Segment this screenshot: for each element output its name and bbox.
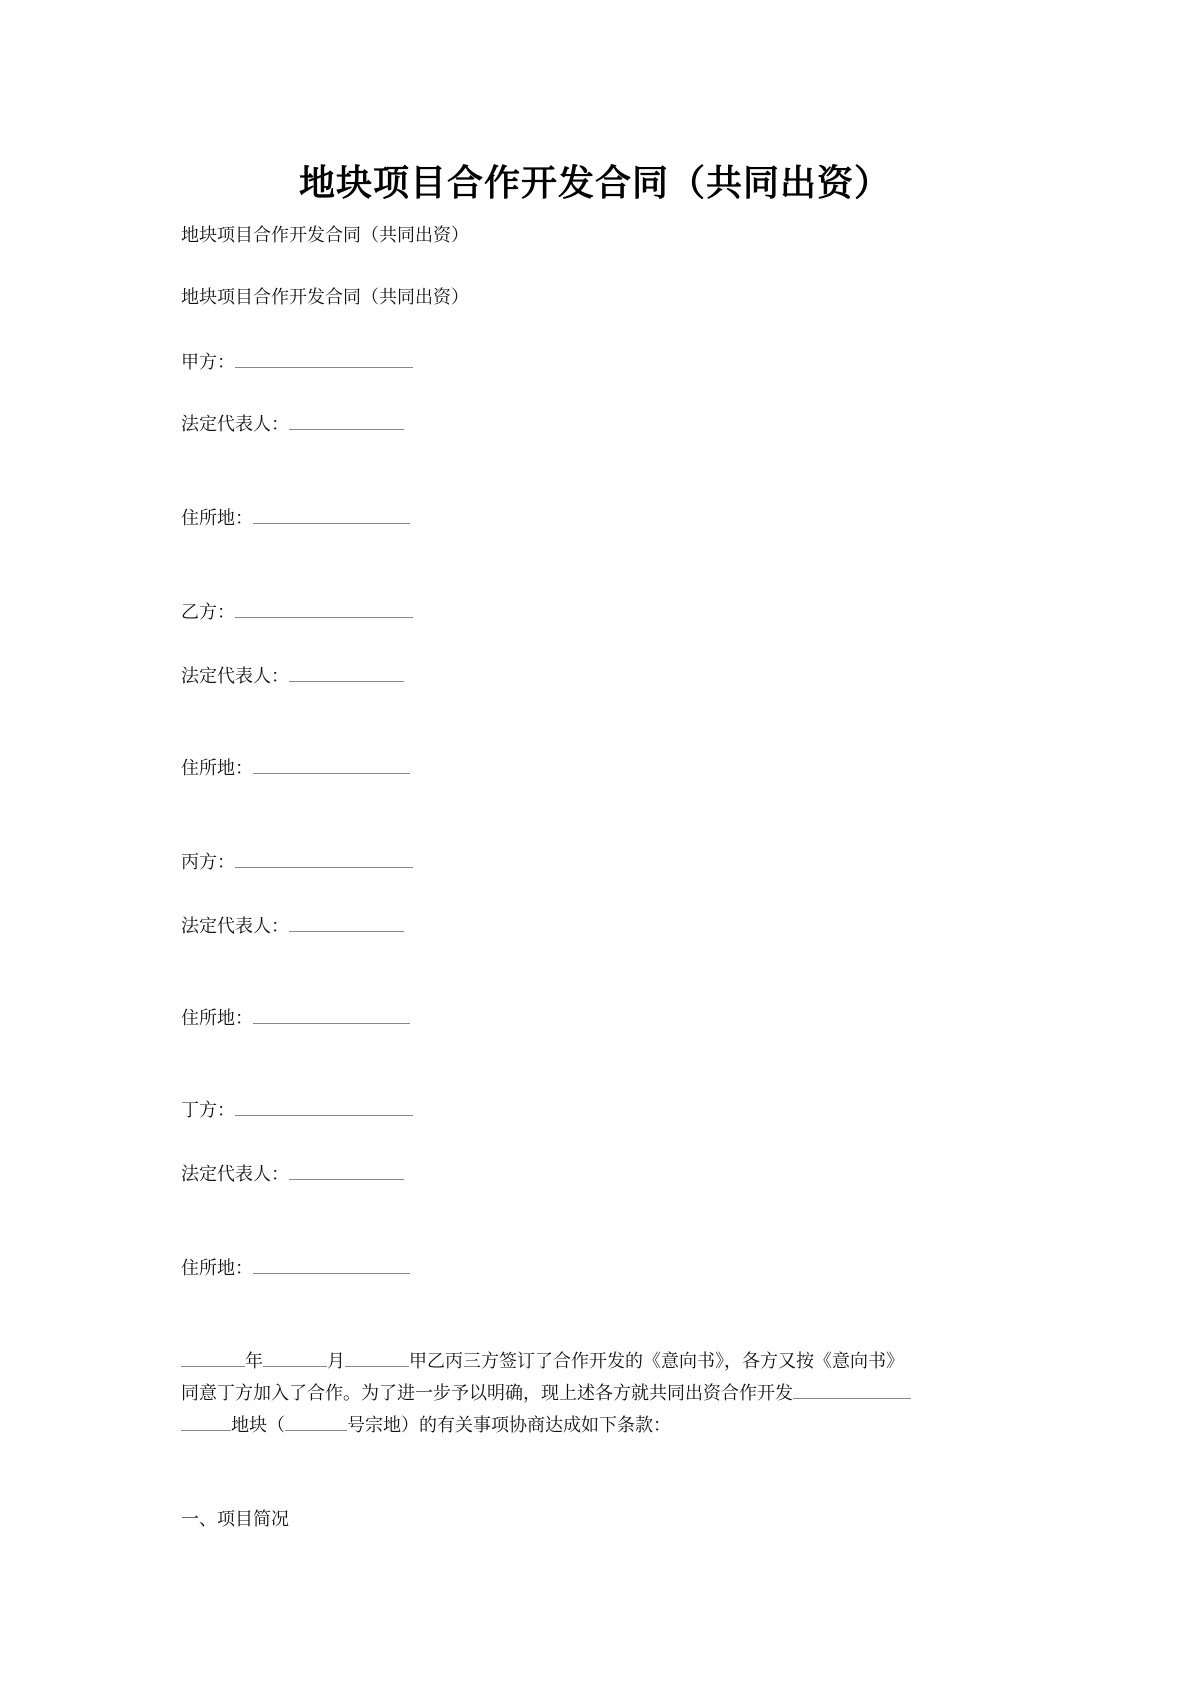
party-a-line xyxy=(181,349,413,376)
month-blank[interactable] xyxy=(263,1348,327,1367)
party-c-line xyxy=(181,849,413,876)
preamble-row-3-text-b: 号宗地）的有关事项协商达成如下条款： xyxy=(347,1415,671,1436)
preamble-paragraph xyxy=(181,1346,1021,1442)
party-a-rep-label: 法定代表人： xyxy=(181,414,289,435)
party-b-address-blank[interactable] xyxy=(253,755,410,774)
party-b-address-line xyxy=(181,755,410,782)
party-c-rep-blank[interactable] xyxy=(289,913,404,932)
party-d-address-blank[interactable] xyxy=(253,1255,410,1274)
month-label: 月 xyxy=(327,1351,345,1372)
party-d-line xyxy=(181,1097,413,1124)
party-b-label: 乙方： xyxy=(181,602,235,623)
party-c-blank[interactable] xyxy=(235,849,413,868)
party-a-address-line xyxy=(181,505,410,532)
party-b-rep-label: 法定代表人： xyxy=(181,666,289,687)
preamble-row-2 xyxy=(181,1378,1021,1410)
party-b-address-label: 住所地： xyxy=(181,758,253,779)
day-blank[interactable] xyxy=(345,1348,409,1367)
party-c-address-blank[interactable] xyxy=(253,1005,410,1024)
plot-number-blank[interactable] xyxy=(285,1412,347,1431)
party-d-blank[interactable] xyxy=(235,1097,413,1116)
party-a-label: 甲方： xyxy=(181,352,235,373)
party-a-blank[interactable] xyxy=(235,349,413,368)
plot-name-blank-a[interactable] xyxy=(793,1380,911,1399)
party-a-rep-line xyxy=(181,411,404,438)
party-d-label: 丁方： xyxy=(181,1100,235,1121)
party-a-rep-blank[interactable] xyxy=(289,411,404,430)
plot-name-blank-b[interactable] xyxy=(181,1412,231,1431)
party-d-rep-label: 法定代表人： xyxy=(181,1164,289,1185)
party-c-rep-label: 法定代表人： xyxy=(181,916,289,937)
section-1-heading: 一、项目简况 xyxy=(181,1509,289,1530)
party-b-rep-line xyxy=(181,663,404,690)
party-d-rep-line xyxy=(181,1161,404,1188)
party-b-line xyxy=(181,599,413,626)
preamble-row-2-text: 同意丁方加入了合作。为了进一步予以明确，现上述各方就共同出资合作开发 xyxy=(181,1383,793,1404)
year-blank[interactable] xyxy=(181,1348,245,1367)
party-d-address-label: 住所地： xyxy=(181,1258,253,1279)
preamble-row-1 xyxy=(181,1346,1021,1378)
document-title: 地块项目合作开发合同（共同出资） xyxy=(298,162,891,204)
year-label: 年 xyxy=(245,1351,263,1372)
party-d-rep-blank[interactable] xyxy=(289,1161,404,1180)
party-d-address-line xyxy=(181,1255,410,1282)
preamble-row-3 xyxy=(181,1410,1021,1442)
subtitle-line-1: 地块项目合作开发合同（共同出资） xyxy=(181,225,469,246)
party-b-rep-blank[interactable] xyxy=(289,663,404,682)
party-c-label: 丙方： xyxy=(181,852,235,873)
party-b-blank[interactable] xyxy=(235,599,413,618)
party-c-rep-line xyxy=(181,913,404,940)
party-c-address-label: 住所地： xyxy=(181,1008,253,1029)
subtitle-line-2: 地块项目合作开发合同（共同出资） xyxy=(181,287,469,308)
preamble-row-3-text-a: 地块（ xyxy=(231,1415,285,1436)
party-a-address-label: 住所地： xyxy=(181,508,253,529)
preamble-row-1-text: 甲乙丙三方签订了合作开发的《意向书》，各方又按《意向书》 xyxy=(409,1351,904,1372)
party-c-address-line xyxy=(181,1005,410,1032)
party-a-address-blank[interactable] xyxy=(253,505,410,524)
